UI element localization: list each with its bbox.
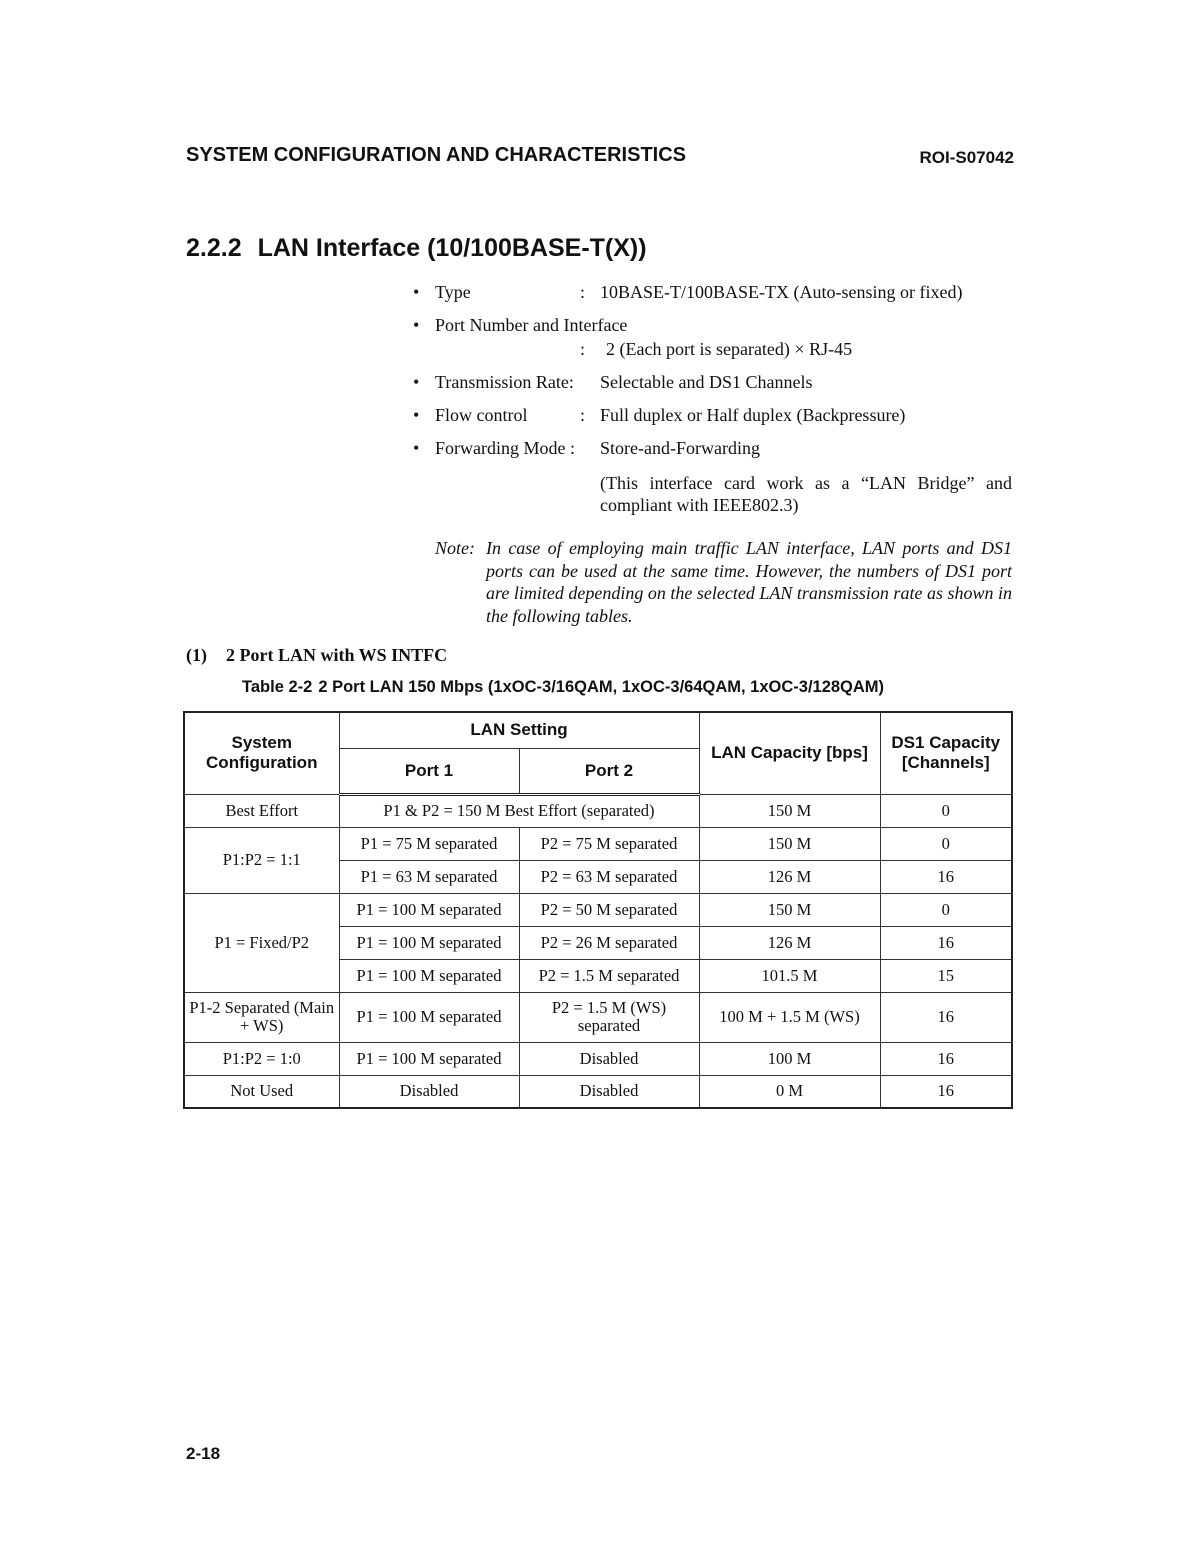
- table-caption-number: Table 2-2: [242, 678, 313, 696]
- note-label: Note:: [435, 538, 475, 558]
- bullet-icon: •: [413, 315, 420, 335]
- document-id: ROI-S07042: [919, 148, 1014, 167]
- table-row: [184, 827, 1012, 860]
- cell-port1: Disabled: [339, 1075, 519, 1108]
- cell-port2: P2 = 1.5 M (WS) separated: [519, 992, 699, 1042]
- forwarding-note: (This interface card work as a “LAN Bridge” and compliant with IEEE802.3): [600, 473, 1012, 515]
- cell-port2: P2 = 1.5 M separated: [519, 959, 699, 992]
- cell-ports: P1 & P2 = 150 M Best Effort (separated): [339, 794, 699, 827]
- subsection-number: (1): [186, 645, 207, 665]
- header-system-configuration: System Configuration: [184, 712, 339, 794]
- cell-ds1: 16: [880, 992, 1012, 1042]
- section-title: LAN Interface (10/100BASE-T(X)): [257, 234, 647, 262]
- cell-port2: Disabled: [519, 1042, 699, 1075]
- cell-capacity: 150 M: [699, 827, 880, 860]
- spec-colon: :: [580, 405, 586, 425]
- table-header-row: [184, 712, 1012, 748]
- spec-rate-value: Selectable and DS1 Channels: [600, 372, 813, 392]
- cell-port2: P2 = 63 M separated: [519, 860, 699, 893]
- subsection-title: 2 Port LAN with WS INTFC: [226, 645, 448, 665]
- running-header: [186, 144, 1014, 174]
- spec-colon: :: [580, 339, 586, 359]
- bullet-icon: •: [413, 438, 420, 458]
- cell-config: Best Effort: [184, 794, 339, 827]
- table-row: [184, 1042, 1012, 1075]
- cell-config: P1-2 Separated (Main + WS): [184, 992, 339, 1042]
- header-port2: Port 2: [519, 748, 699, 794]
- spec-type-value: 10BASE-T/100BASE-TX (Auto-sensing or fixed): [600, 282, 963, 302]
- spec-forwarding-value: Store-and-Forwarding: [600, 438, 760, 458]
- spec-port-value: 2 (Each port is separated) × RJ-45: [606, 339, 853, 359]
- cell-ds1: 0: [880, 794, 1012, 827]
- cell-capacity: 100 M: [699, 1042, 880, 1075]
- bullet-icon: •: [413, 372, 420, 392]
- note-block: [435, 537, 1012, 627]
- cell-capacity: 150 M: [699, 794, 880, 827]
- cell-capacity: 150 M: [699, 893, 880, 926]
- cell-port1: P1 = 100 M separated: [339, 959, 519, 992]
- cell-config: P1:P2 = 1:1: [184, 827, 339, 893]
- cell-port1: P1 = 100 M separated: [339, 1042, 519, 1075]
- table-row: [184, 992, 1012, 1042]
- table-caption-title: 2 Port LAN 150 Mbps (1xOC-3/16QAM, 1xOC-3/64QAM, 1xOC-3/128QAM): [318, 678, 885, 696]
- cell-ds1: 0: [880, 827, 1012, 860]
- section-number: 2.2.2: [186, 234, 242, 262]
- cell-ds1: 16: [880, 926, 1012, 959]
- table-row: [184, 1075, 1012, 1108]
- spec-forwarding-label: Forwarding Mode :: [435, 438, 575, 458]
- bullet-icon: •: [413, 405, 420, 425]
- cell-capacity: 0 M: [699, 1075, 880, 1108]
- cell-port2: P2 = 50 M separated: [519, 893, 699, 926]
- spec-flow-value: Full duplex or Half duplex (Backpressure): [600, 405, 906, 425]
- cell-ds1: 16: [880, 1075, 1012, 1108]
- cell-port1: P1 = 63 M separated: [339, 860, 519, 893]
- spec-port-label: Port Number and Interface: [435, 315, 628, 335]
- spec-colon: :: [580, 282, 586, 302]
- section-heading: [186, 234, 647, 263]
- header-title: SYSTEM CONFIGURATION AND CHARACTERISTICS: [186, 144, 686, 166]
- cell-capacity: 126 M: [699, 860, 880, 893]
- cell-port2: Disabled: [519, 1075, 699, 1108]
- header-lan-setting: LAN Setting: [339, 712, 699, 748]
- cell-config: P1 = Fixed/P2: [184, 893, 339, 992]
- table-row: [184, 893, 1012, 926]
- header-lan-capacity: LAN Capacity [bps]: [699, 712, 880, 794]
- cell-capacity: 126 M: [699, 926, 880, 959]
- cell-port2: P2 = 75 M separated: [519, 827, 699, 860]
- spec-rate-label: Transmission Rate:: [435, 372, 574, 392]
- table-row: [184, 794, 1012, 827]
- cell-capacity: 101.5 M: [699, 959, 880, 992]
- bullet-icon: •: [413, 282, 420, 302]
- cell-config: P1:P2 = 1:0: [184, 1042, 339, 1075]
- cell-ds1: 15: [880, 959, 1012, 992]
- subsection-heading: [186, 645, 447, 666]
- cell-port1: P1 = 75 M separated: [339, 827, 519, 860]
- page-number: 2-18: [186, 1444, 221, 1463]
- header-ds1-capacity: DS1 Capacity [Channels]: [880, 712, 1012, 794]
- cell-ds1: 16: [880, 1042, 1012, 1075]
- header-port1: Port 1: [339, 748, 519, 794]
- cell-ds1: 0: [880, 893, 1012, 926]
- cell-port1: P1 = 100 M separated: [339, 926, 519, 959]
- cell-capacity: 100 M + 1.5 M (WS): [699, 992, 880, 1042]
- spec-type-label: Type: [435, 282, 471, 302]
- lan-capacity-table: [183, 711, 1013, 1109]
- cell-port1: P1 = 100 M separated: [339, 992, 519, 1042]
- cell-ds1: 16: [880, 860, 1012, 893]
- spec-flow-label: Flow control: [435, 405, 528, 425]
- cell-port2: P2 = 26 M separated: [519, 926, 699, 959]
- cell-config: Not Used: [184, 1075, 339, 1108]
- table-caption: [242, 678, 884, 697]
- note-text: In case of employing main traffic LAN interface, LAN ports and DS1 ports can be used at the same time. However, the numbers of DS1 port are limited depending on the selected LAN transmission rate as shown in the following tables.: [486, 538, 1012, 626]
- cell-port1: P1 = 100 M separated: [339, 893, 519, 926]
